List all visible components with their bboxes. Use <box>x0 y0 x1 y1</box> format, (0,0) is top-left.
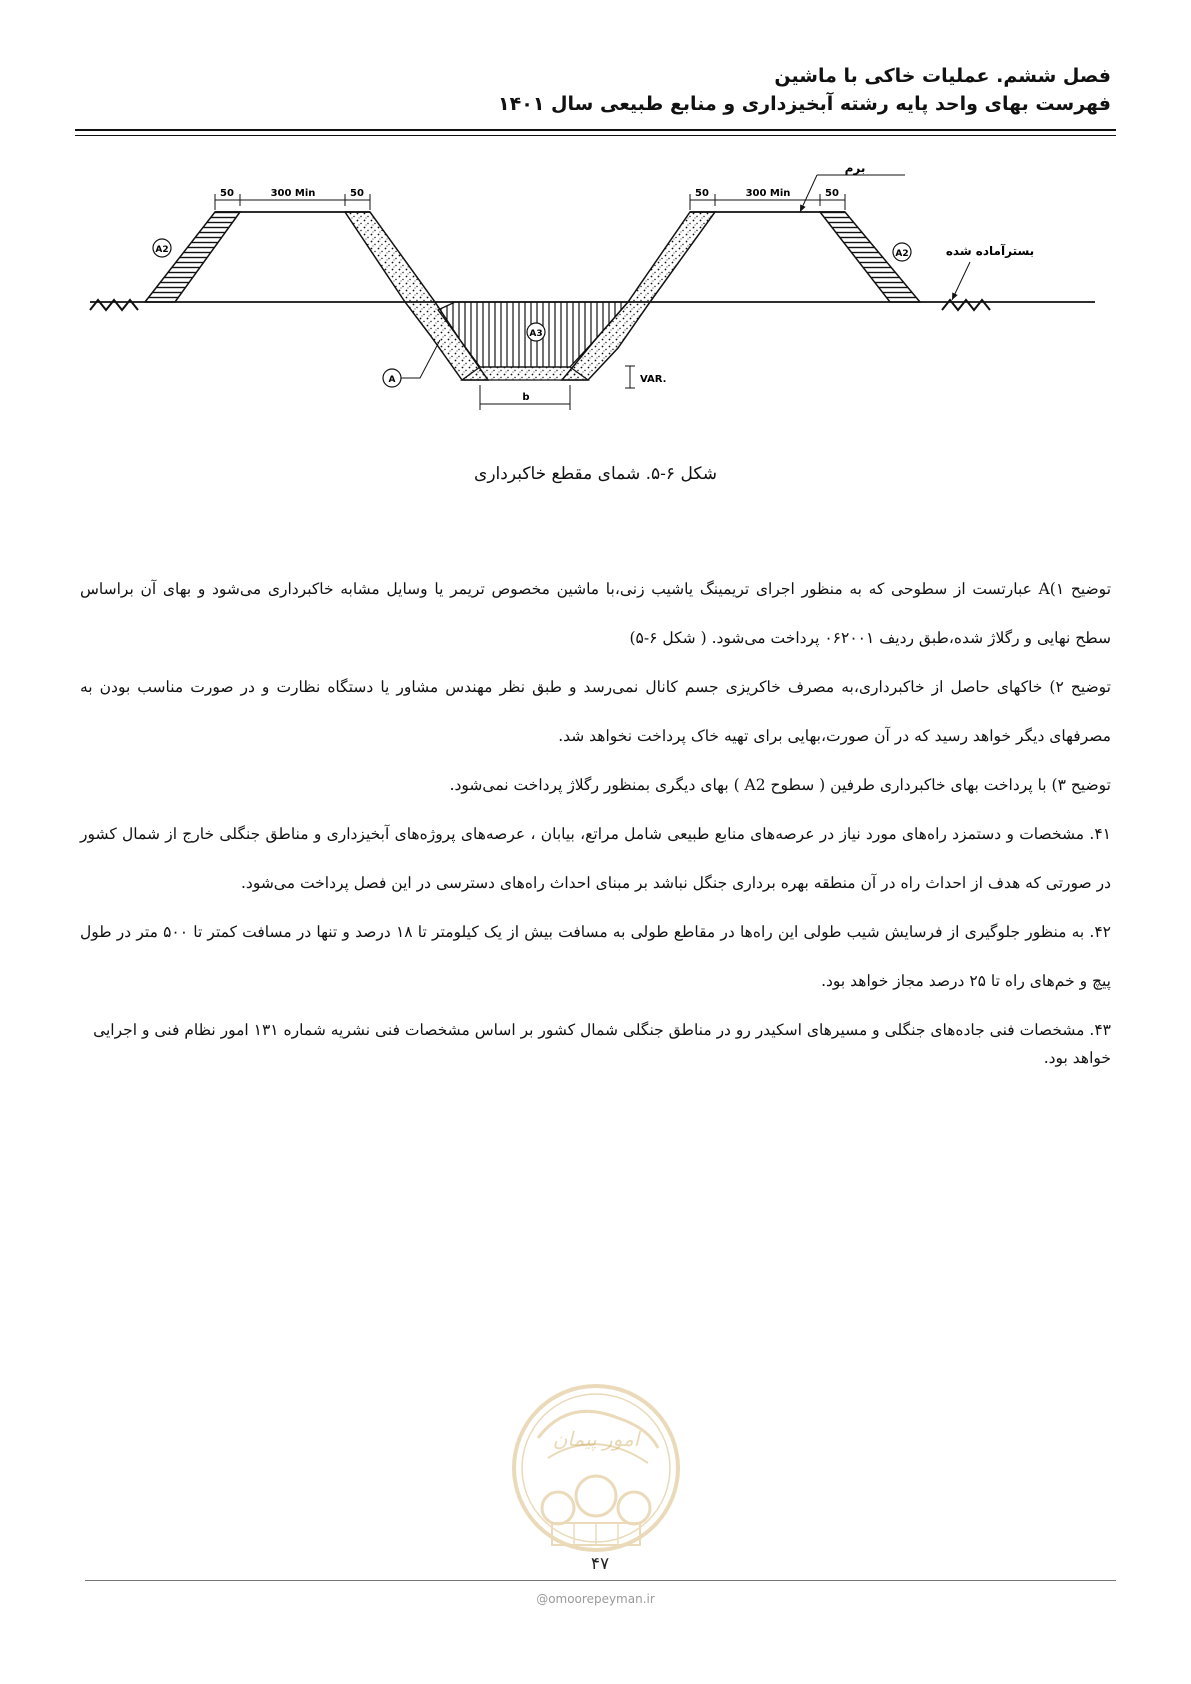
body-text <box>80 565 1111 1072</box>
dim-50-right-b: 50 <box>825 188 839 199</box>
page-number: ۴۷ <box>590 1554 610 1574</box>
prepared-bed-label: بسترآماده شده <box>945 244 1035 258</box>
channel-bed-dotted <box>462 367 588 380</box>
header-rule-thin <box>75 135 1116 136</box>
header-rule-thick <box>75 129 1116 131</box>
item-41: ۴۱. مشخصات و دستمزد راه‌های مورد نیاز در عرصه‌های منابع طبیعی شامل مراتع، بیابان ، عرصه‌های پروژه‌های آبخیزداری و مناطق جنگلی خارج از شمال کشور در صورتی که هدف از احداث راه در آن منطقه بهره برداری جنگل نباشد بر مبنای احداث راه‌های دسترسی در این فصل پرداخت می‌شود. <box>80 825 1111 892</box>
dim-50-right-a: 50 <box>695 188 709 199</box>
note-2: توضیح ۲) خاکهای حاصل از خاکبرداری،به مصرف خاکریزی جسم کانال نمی‌رسد و طبق نظر مهندس مشاور یا دستگاه نظارت و در صورت مناسب بودن به مصرفهای دیگر خواهد رسید که در آن صورت،بهایی برای تهیه خاک پرداخت نخواهد شد. <box>80 678 1111 745</box>
ground-hatch-left <box>90 300 138 310</box>
berm-label: برم <box>844 161 866 175</box>
watermark-handle: @omoorepeyman.ir <box>536 1592 655 1606</box>
a-label: A <box>388 375 396 385</box>
ground-hatch-right <box>942 300 990 310</box>
figure-caption: شکل ۶-۵. شمای مقطع خاکبرداری <box>474 464 717 484</box>
a2-label-right: A2 <box>895 249 909 259</box>
left-a-dotted-slope <box>345 212 488 380</box>
excavation-cross-section-diagram <box>90 161 1100 450</box>
document-title: فهرست بهای واحد پایه رشته آبخیزداری و منابع طبیعی سال ۱۴۰۱ <box>498 93 1111 115</box>
item-42: ۴۲. به منظور جلوگیری از فرسایش شیب طولی این راه‌ها در مقاطع طولی به مسافت بیش از یک کیلومتر تا ۱۸ درصد و تنها در مسافت کمتر تا ۵۰۰ متر در طول پیچ و خم‌های راه تا ۲۵ درصد مجاز خواهد بود. <box>80 923 1112 990</box>
chapter-title: فصل ششم. عملیات خاکی با ماشین <box>774 65 1111 87</box>
note-1: توضیح ۱)A عبارتست از سطوحی که به منظور اجرای تریمینگ یاشیب زنی،با ماشین مخصوص تریمر یا وسایل مشابه خاکبرداری می‌شود و بهای آن براساس سطح نهایی و رگلاژ شده،طبق ردیف ۰۶۲۰۰۱ پرداخت می‌شود. ( شکل ۶-۵) <box>80 580 1112 647</box>
right-a-dotted-slope <box>562 212 715 380</box>
dim-50-left-a: 50 <box>220 188 234 199</box>
footer-rule <box>85 1580 1116 1581</box>
item-43: ۴۳. مشخصات فنی جاده‌های جنگلی و مسیرهای اسکیدر رو در مناطق جنگلی شمال کشور بر اساس مشخصات فنی نشریه شماره ۱۳۱ امور نظام فنی و اجرایی خواهد بود. <box>93 1021 1111 1067</box>
note-3: توضیح ۳) با پرداخت بهای خاکبرداری طرفین ( سطوح A2 ) بهای دیگری بمنظور رگلاژ پرداخت نمی‌شود. <box>449 776 1111 794</box>
omoorepeyman-seal-logo <box>508 1378 684 1560</box>
dim-50-left-b: 50 <box>350 188 364 199</box>
seal-lettering: امور پیمان <box>552 1427 640 1451</box>
page-header <box>80 62 1111 118</box>
dim-300-left: 300 Min <box>270 188 316 199</box>
a3-label: A3 <box>529 329 543 339</box>
a2-label-left: A2 <box>155 245 169 255</box>
dim-300-right: 300 Min <box>745 188 791 199</box>
b-label: b <box>522 392 530 403</box>
var-label: VAR. <box>640 374 667 385</box>
